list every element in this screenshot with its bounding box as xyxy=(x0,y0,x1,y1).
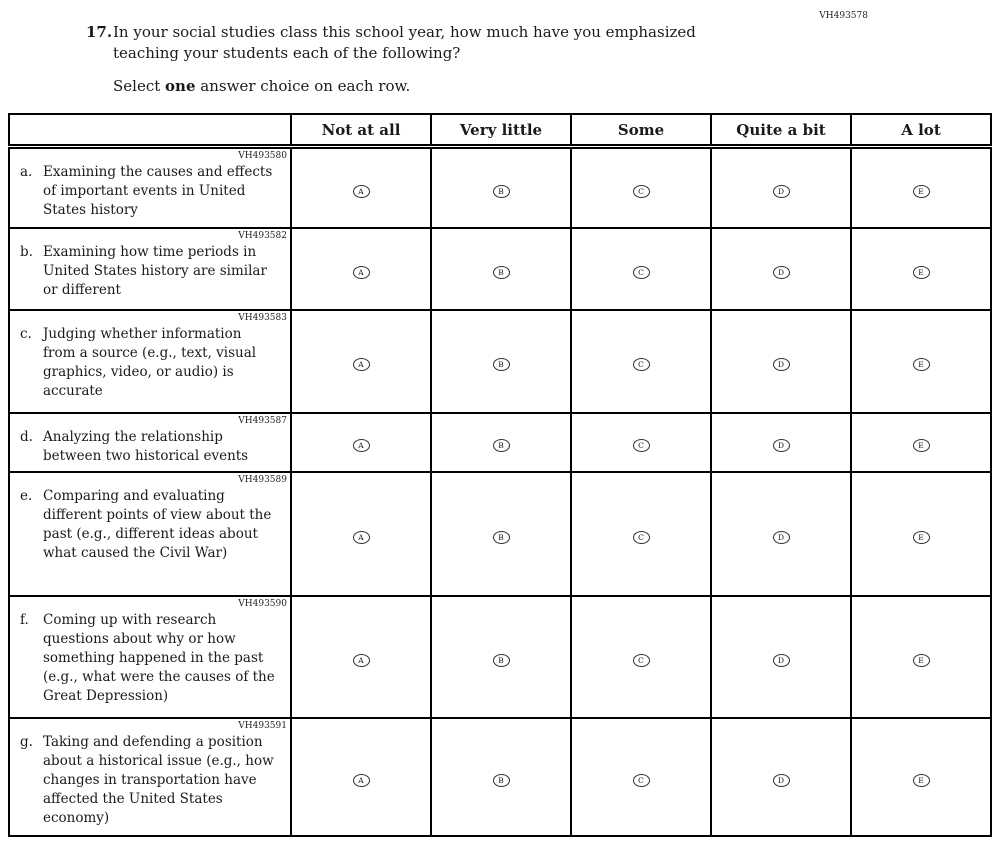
row-label xyxy=(10,486,283,565)
row-text: Comparing and evaluating different points of view about the past (e.g., different ideas about what caused the Civil War) xyxy=(43,488,272,561)
row-label-cell xyxy=(9,147,291,229)
answer-bubble-b[interactable]: B xyxy=(493,654,510,667)
answer-cell xyxy=(851,596,991,718)
answer-cell xyxy=(571,472,711,596)
row-code: VH493587 xyxy=(238,416,287,426)
answer-bubble-e[interactable]: E xyxy=(913,774,930,787)
answer-bubble-c[interactable]: C xyxy=(633,439,650,452)
answer-bubble-a[interactable]: A xyxy=(353,531,370,544)
row-label-cell xyxy=(9,472,291,596)
answer-bubble-c[interactable]: C xyxy=(633,266,650,279)
instruction-suffix: answer choice on each row. xyxy=(200,77,411,95)
row-text: Analyzing the relationship between two historical events xyxy=(43,429,249,464)
answer-bubble-a[interactable]: A xyxy=(353,439,370,452)
row-letter: a. xyxy=(20,164,33,180)
row-label xyxy=(10,162,283,222)
answer-bubble-c[interactable]: C xyxy=(633,358,650,371)
row-label xyxy=(10,427,283,468)
answer-cell xyxy=(291,310,431,413)
question-block xyxy=(86,22,796,95)
answer-cell xyxy=(431,310,571,413)
question-accession-code: VH493578 xyxy=(819,11,868,21)
answer-bubble-c[interactable]: C xyxy=(633,654,650,667)
answer-cell xyxy=(431,147,571,229)
answer-cell xyxy=(571,228,711,310)
table-row-b xyxy=(9,228,991,310)
answer-cell xyxy=(571,147,711,229)
row-letter: c. xyxy=(20,326,32,342)
answer-bubble-a[interactable]: A xyxy=(353,654,370,667)
answer-bubble-d[interactable]: D xyxy=(773,654,790,667)
answer-bubble-d[interactable]: D xyxy=(773,266,790,279)
answer-cell xyxy=(431,718,571,836)
column-header-very-little: Very little xyxy=(431,114,571,147)
row-label-cell xyxy=(9,718,291,836)
question-text: In your social studies class this school year, how much have you emphasized teaching your students each of the following? xyxy=(113,23,696,62)
corner-cell xyxy=(9,114,291,147)
answer-bubble-d[interactable]: D xyxy=(773,185,790,198)
answer-cell xyxy=(291,413,431,472)
answer-cell xyxy=(431,228,571,310)
column-header-some: Some xyxy=(571,114,711,147)
answer-bubble-b[interactable]: B xyxy=(493,358,510,371)
header-row xyxy=(9,114,991,147)
answer-cell xyxy=(711,472,851,596)
row-label xyxy=(10,610,283,708)
answer-bubble-e[interactable]: E xyxy=(913,185,930,198)
answer-bubble-c[interactable]: C xyxy=(633,531,650,544)
answer-cell xyxy=(291,147,431,229)
row-label xyxy=(10,324,283,403)
answer-bubble-a[interactable]: A xyxy=(353,266,370,279)
row-label-cell xyxy=(9,310,291,413)
row-text: Taking and defending a position about a historical issue (e.g., how changes in transportation have affected the United States economy) xyxy=(43,734,274,826)
column-header-not-at-all: Not at all xyxy=(291,114,431,147)
table-row-f xyxy=(9,596,991,718)
answer-bubble-c[interactable]: C xyxy=(633,185,650,198)
row-code: VH493589 xyxy=(238,475,287,485)
answer-bubble-d[interactable]: D xyxy=(773,774,790,787)
answer-bubble-a[interactable]: A xyxy=(353,774,370,787)
answer-cell xyxy=(711,596,851,718)
answer-bubble-b[interactable]: B xyxy=(493,439,510,452)
answer-bubble-b[interactable]: B xyxy=(493,774,510,787)
answer-cell xyxy=(851,147,991,229)
answer-cell xyxy=(571,310,711,413)
answer-cell xyxy=(291,228,431,310)
row-label xyxy=(10,242,283,302)
answer-bubble-e[interactable]: E xyxy=(913,439,930,452)
answer-bubble-d[interactable]: D xyxy=(773,358,790,371)
table-row-g xyxy=(9,718,991,836)
answer-bubble-d[interactable]: D xyxy=(773,531,790,544)
row-label-cell xyxy=(9,228,291,310)
answer-bubble-e[interactable]: E xyxy=(913,654,930,667)
table-row-a xyxy=(9,147,991,229)
row-letter: e. xyxy=(20,488,33,504)
row-letter: f. xyxy=(20,612,29,628)
column-header-quite-a-bit: Quite a bit xyxy=(711,114,851,147)
answer-cell xyxy=(851,472,991,596)
column-header-a-lot: A lot xyxy=(851,114,991,147)
answer-bubble-e[interactable]: E xyxy=(913,358,930,371)
row-letter: b. xyxy=(20,244,33,260)
answer-cell xyxy=(291,718,431,836)
answer-cell xyxy=(711,718,851,836)
table-row-c xyxy=(9,310,991,413)
row-code: VH493591 xyxy=(238,721,287,731)
answer-cell xyxy=(571,596,711,718)
row-code: VH493583 xyxy=(238,313,287,323)
answer-cell xyxy=(851,413,991,472)
answer-bubble-b[interactable]: B xyxy=(493,531,510,544)
table-row-e xyxy=(9,472,991,596)
row-text: Examining the causes and effects of important events in United States history xyxy=(43,164,273,218)
answer-cell xyxy=(711,310,851,413)
answer-cell xyxy=(291,472,431,596)
question-number: 17. xyxy=(86,23,113,41)
row-text: Judging whether information from a source (e.g., text, visual graphics, video, or audio) is accurate xyxy=(43,326,257,399)
answer-cell xyxy=(851,718,991,836)
row-text: Coming up with research questions about why or how something happened in the past (e.g., what were the causes of the Great Depression) xyxy=(43,612,275,704)
row-code: VH493582 xyxy=(238,231,287,241)
row-label-cell xyxy=(9,413,291,472)
answer-bubble-e[interactable]: E xyxy=(913,531,930,544)
answer-bubble-d[interactable]: D xyxy=(773,439,790,452)
answer-cell xyxy=(431,596,571,718)
row-letter: g. xyxy=(20,734,33,750)
row-code: VH493590 xyxy=(238,599,287,609)
answer-cell xyxy=(851,310,991,413)
answer-cell xyxy=(571,718,711,836)
row-label xyxy=(10,732,283,830)
row-label-cell xyxy=(9,596,291,718)
answer-bubble-e[interactable]: E xyxy=(913,266,930,279)
answer-bubble-c[interactable]: C xyxy=(633,774,650,787)
row-text: Examining how time periods in United States history are similar or different xyxy=(43,244,267,298)
answer-cell xyxy=(711,147,851,229)
table-row-d xyxy=(9,413,991,472)
answer-cell xyxy=(431,472,571,596)
instruction-bold-word: one xyxy=(165,77,196,95)
instruction-prefix: Select xyxy=(113,77,161,95)
answer-bubble-a[interactable]: A xyxy=(353,358,370,371)
answer-cell xyxy=(711,228,851,310)
answer-cell xyxy=(851,228,991,310)
answer-bubble-b[interactable]: B xyxy=(493,266,510,279)
answer-bubble-a[interactable]: A xyxy=(353,185,370,198)
answer-bubble-b[interactable]: B xyxy=(493,185,510,198)
row-letter: d. xyxy=(20,429,33,445)
answer-cell xyxy=(571,413,711,472)
response-grid xyxy=(8,113,992,837)
answer-cell xyxy=(711,413,851,472)
question-instruction xyxy=(113,77,796,95)
answer-cell xyxy=(431,413,571,472)
answer-cell xyxy=(291,596,431,718)
row-code: VH493580 xyxy=(238,151,287,161)
